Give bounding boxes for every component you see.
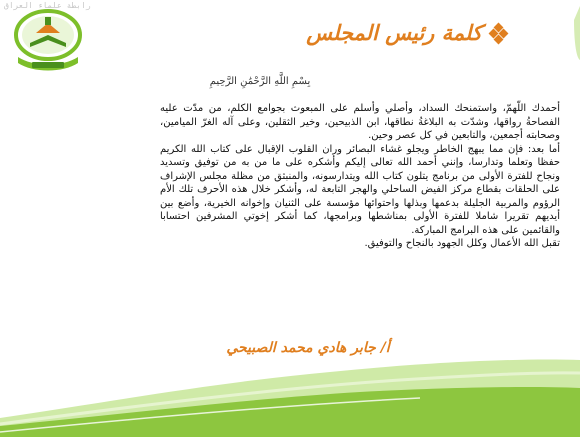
watermark-text: رابطة علماء العراق — [4, 1, 91, 10]
basmala: بِسْمِ اللَّهِ الرَّحْمَٰنِ الرَّحِيمِ — [209, 76, 311, 87]
diamond-bullet-icon — [490, 24, 508, 42]
speech-body — [160, 102, 560, 251]
signature: أ/ جابر هادي محمد الصبيحي — [226, 340, 390, 356]
page-title: كلمة رئيس المجلس — [306, 20, 482, 45]
paragraph: تقبل الله الأعمال وكلل الجهود بالنجاح والتوفيق. — [364, 238, 560, 249]
paragraph: أحمدك اللّهمّ، واستمنحك السداد، وأصلي وأسلم على المبعوث بجوامع الكلم، من مدّت عليه الفصاحةُ رواقها، وشدّت به البلاغةُ نطاقها، ابن الذبيحين، وخير الثقلين، وعلى آله الغرّ الميامين، وصحابته أجمعين، والتابعين في كل عصر وحين. — [160, 103, 560, 141]
page-header — [306, 20, 508, 45]
paragraph: أما بعد: فإن مما يبهج الخاطر ويجلو غشاء البصائر وران القلوب الإقبال على كتاب الله الكريم حفظا وتعلما وتدارسا، وإنني أحمد الله تعالى إليكم وأشكره على ما من به من توفيق وتسديد ونجاح للفترة الأولى من برنامج يتلون كتاب الله ويتدارسونه، والمنبثق من مظلة مجلس الإشراف على الحلقات بقطاع مركز الفيض الساحلي والهجر التابعة له، وأشكر خلال هذه الأحرف تلك الأم الرؤوم والمربية الجليلة بدعمها وبذلها واحتوائها مؤسسة على الثنيان وإخوانه الخيرية، وأضع بين أيديهم تقريرا شاملا للفترة الأولى بمناشطها وبرامجها، كما أشكر إخوتي المشرفين احتسابا والقائمين على هذه البرامج المباركة. — [160, 143, 560, 236]
council-emblem-icon — [8, 7, 88, 77]
